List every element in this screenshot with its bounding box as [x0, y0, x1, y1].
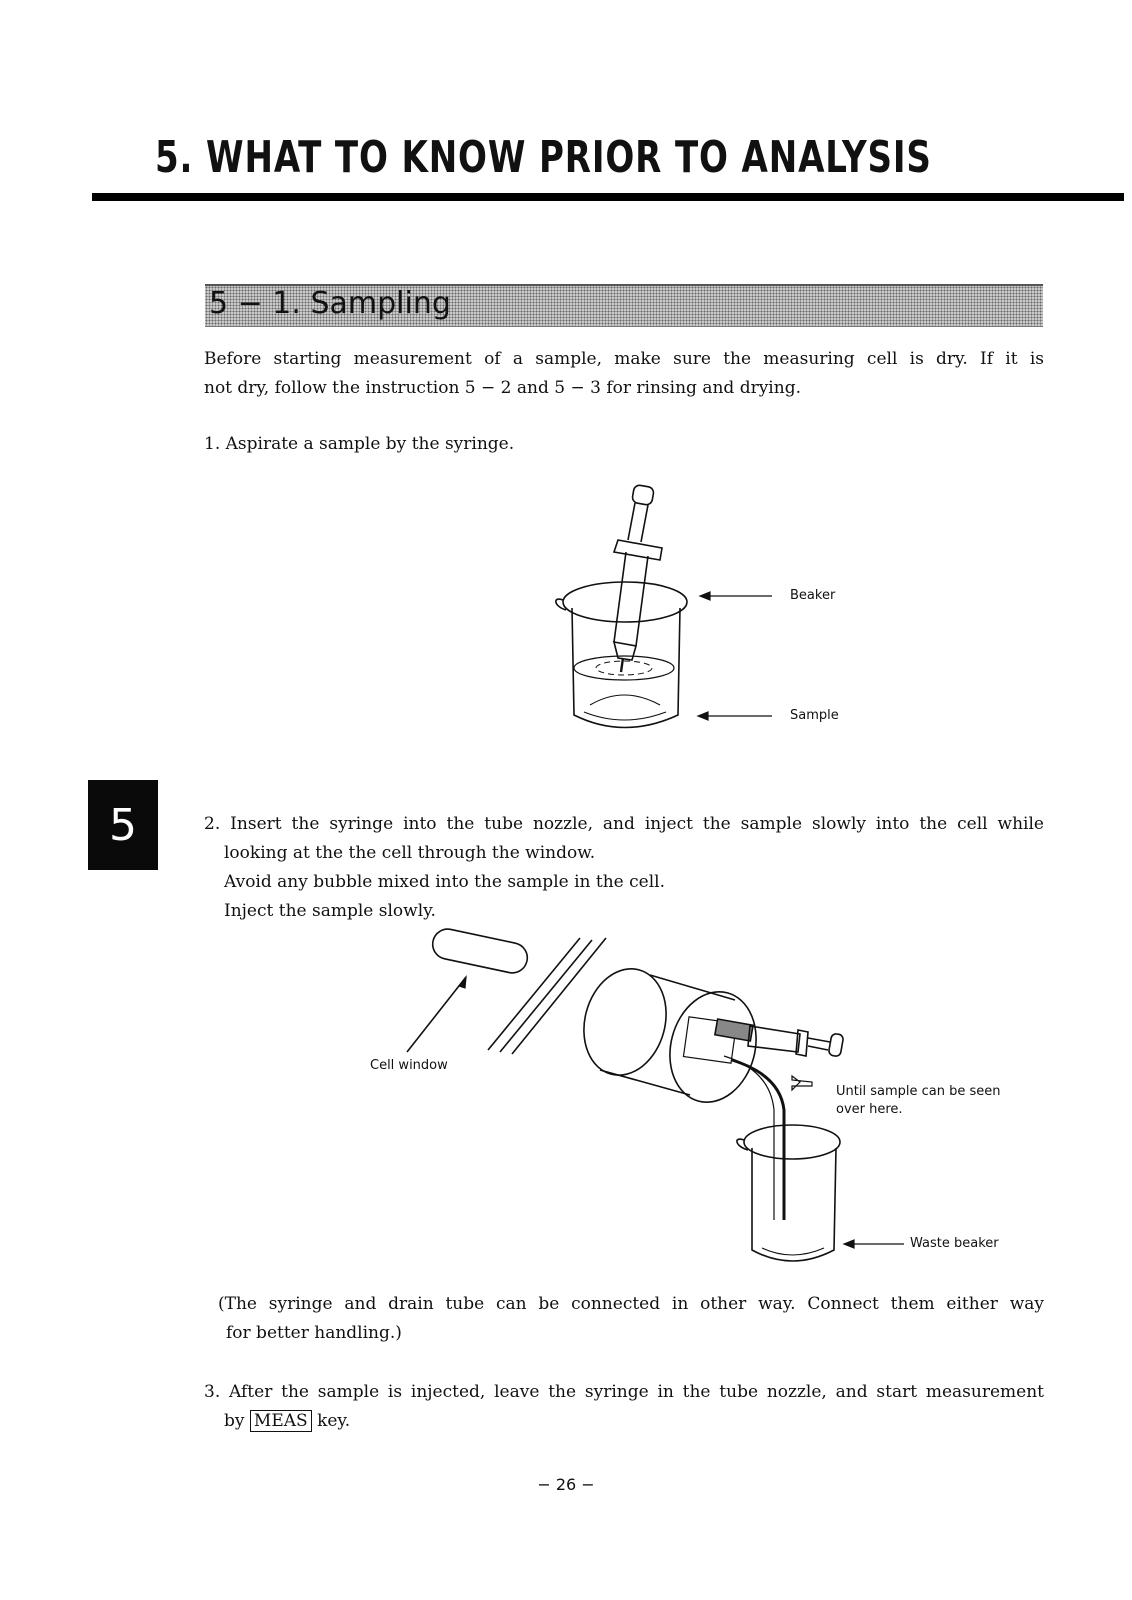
- chapter-side-tab: [88, 780, 158, 870]
- chapter-title: 5. WHAT TO KNOW PRIOR TO ANALYSIS: [155, 132, 932, 183]
- step-2-line-3: Avoid any bubble mixed into the sample in the cell.: [224, 872, 665, 892]
- syringe-barrel-2: [748, 1026, 800, 1052]
- syringe-plunger-rod: [628, 503, 648, 542]
- label-until-sample: [836, 1083, 1000, 1119]
- beaker-spout: [556, 599, 566, 610]
- drain-tube: [732, 1060, 784, 1220]
- beaker-body: [572, 608, 680, 728]
- label-cell-window: Cell window: [370, 1058, 448, 1073]
- waste-beaker-rim: [744, 1125, 840, 1159]
- step-3: [204, 1378, 1044, 1436]
- step-2-line-4: Inject the sample slowly.: [224, 901, 436, 921]
- section-title: 5 − 1. Sampling: [209, 286, 451, 321]
- title-rule: [92, 193, 1124, 201]
- syringe-flange: [614, 540, 662, 560]
- chapter-side-tab-number: 5: [109, 799, 137, 851]
- syringe-barrel: [614, 552, 648, 646]
- step-3-line-1: 3. After the sample is injected, leave the syringe in the tube nozzle, and start measurement: [204, 1382, 1044, 1402]
- beaker-rim: [563, 582, 687, 622]
- label-sample: Sample: [790, 708, 839, 723]
- step-2-line-2: looking at the the cell through the window.: [224, 843, 596, 863]
- intro-line-1: Before starting measurement of a sample, make sure the measuring cell is dry. If it is: [204, 349, 1044, 369]
- intro-line-2: not dry, follow the instruction 5 − 2 and 5 − 3 for rinsing and drying.: [204, 378, 801, 398]
- intro-paragraph: [204, 345, 1044, 403]
- page-number: − 26 −: [537, 1475, 595, 1494]
- step-2: [204, 810, 1044, 926]
- step-1: 1. Aspirate a sample by the syringe.: [204, 434, 515, 454]
- syringe-needle: [621, 658, 623, 672]
- cell-body: [600, 975, 735, 1095]
- cell-window-shape: [430, 926, 530, 975]
- label-until-sample-line-1: Until sample can be seen: [836, 1084, 1001, 1099]
- meas-key: MEAS: [250, 1410, 312, 1432]
- label-beaker: Beaker: [790, 588, 836, 603]
- waste-beaker-body: [752, 1148, 836, 1261]
- step-3-line-2: [204, 1407, 1044, 1436]
- step-3-key-suffix: key.: [317, 1411, 351, 1431]
- syringe-plunger-head: [632, 484, 655, 505]
- sample-surface: [574, 656, 674, 680]
- note-line-1: (The syringe and drain tube can be connected in other way. Connect them either way: [218, 1294, 1044, 1314]
- step-2-line-1: 2. Insert the syringe into the tube nozzle, and inject the sample slowly into the cell while: [204, 814, 1044, 834]
- note-paragraph: [218, 1290, 1044, 1348]
- note-line-2: for better handling.): [226, 1323, 402, 1343]
- label-waste-beaker: Waste beaker: [910, 1236, 999, 1251]
- section-banner: [205, 284, 1043, 327]
- cell-front-face: [658, 982, 768, 1112]
- step-3-by: by: [224, 1411, 245, 1431]
- label-until-sample-line-2: over here.: [836, 1102, 903, 1117]
